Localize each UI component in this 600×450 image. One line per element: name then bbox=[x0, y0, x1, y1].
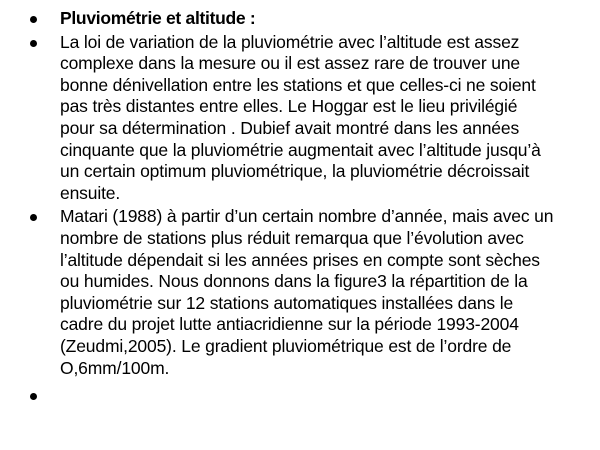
heading-text: Pluviométrie et altitude : bbox=[60, 8, 256, 28]
bullet-dot-icon bbox=[30, 214, 37, 221]
bullet-dot-icon bbox=[30, 393, 37, 400]
bullet-heading bbox=[28, 8, 588, 30]
bullet-dot-icon bbox=[30, 16, 37, 23]
bullet-dot-icon bbox=[30, 40, 37, 47]
bullet-paragraph-2 bbox=[28, 206, 588, 379]
paragraph-1-text: La loi de variation de la pluviométrie avec l’altitude est assez complexe dans la mesure ou il est assez rare de trouver une bonne dénivellation entre les stations et que celles-ci ne soient pas très distantes entre elles. Le Hoggar est le lieu privilégié pour sa détermination . Dubief avait montré dans les années cinquante que la pluviométrie augmentait avec l’altitude jusqu’à un certain optimum pluviométrique, la pluviométrie décroissait ensuite. bbox=[60, 31, 541, 203]
bullet-empty bbox=[28, 385, 588, 407]
paragraph-2-text: Matari (1988) à partir d’un certain nombre d’année, mais avec un nombre de stations plus réduit remarqua que l’évolution avec l’altitude dépendait si les années prises en compte sont sèches ou humides. Nous donnons dans la figure3 la répartition de la pluviométrie sur 12 stations automatiques installées dans le cadre du projet lutte antiacridienne sur la période 1993-2004 (Zeudmi,2005). Le gradient pluviométrique est de l’ordre de O,6mm/100m. bbox=[60, 206, 554, 378]
bullet-list bbox=[28, 8, 588, 409]
bullet-paragraph-1 bbox=[28, 32, 588, 205]
